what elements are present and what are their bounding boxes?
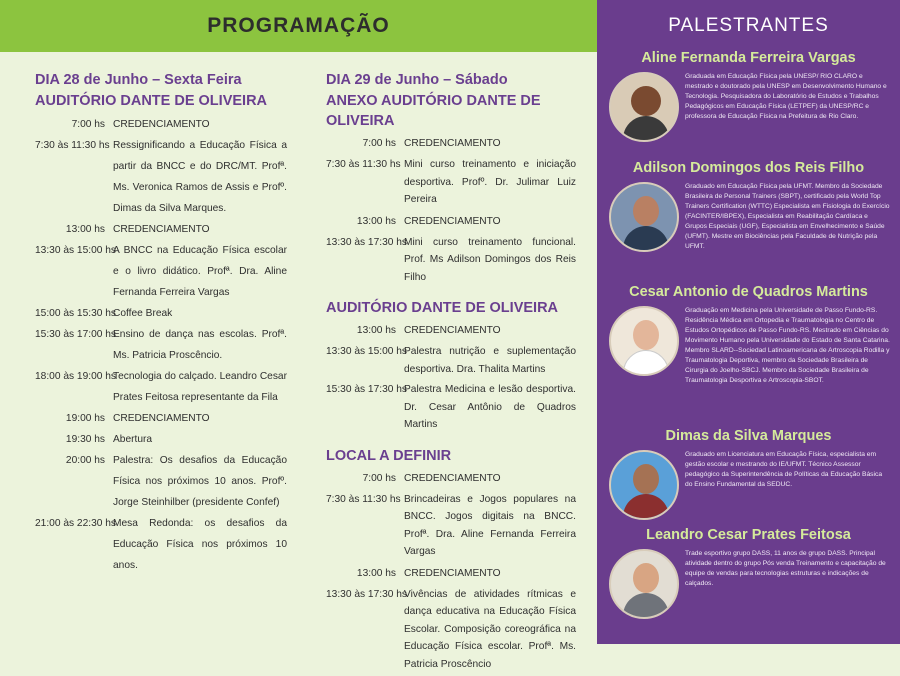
schedule-description: Mini curso treinamento funcional. Prof. Ms Adilson Domingos dos Reis Filho [404, 236, 576, 283]
schedule-description: Brincadeiras e Jogos populares na BNCC. Jogos digitais na BNCC. Profª. Dra. Aline Fernanda Ferreira Vargas [404, 493, 576, 557]
schedule-description: Palestra nutrição e suplementação desportiva. Dra. Thalita Martins [404, 346, 576, 375]
schedule-row [35, 135, 287, 219]
schedule-time: 21:00 às 22:30 hs [35, 518, 116, 529]
schedule-row [35, 513, 287, 576]
speaker-photo [609, 72, 679, 142]
day1-schedule [35, 114, 287, 576]
speaker-card [597, 428, 900, 520]
speaker-bio: Graduada em Educação Física pela UNESP/ RIO CLARO e mestrado e doutorado pela UNESP em Desenvolvimento Humano e Tecnologia. Pesquisadora do Laboratório de Estudos e Trabalhos Pedagógicos em Educação Física (LETPEF) da UNESP/RC e professora de Educação Física na Prefeitura de Rio Claro. [685, 73, 887, 120]
schedule-description: Mesa Redonda: os desafios da Educação Física nos próximos 10 anos. [113, 518, 287, 571]
schedule-description: Tecnologia do calçado. Leandro Cesar Prates Feitosa representante da Fila [113, 371, 287, 403]
speaker-name: Adilson Domingos dos Reis Filho [632, 160, 865, 176]
day2-schedule [326, 134, 576, 286]
schedule-row [326, 381, 576, 434]
schedule-row [35, 324, 287, 366]
day2-venue: ANEXO AUDITÓRIO DANTE DE OLIVEIRA [326, 93, 541, 129]
day2-title: DIA 29 de Junho – Sábado [326, 72, 508, 88]
palestrantes-header [597, 0, 900, 52]
schedule-time: 20:00 hs [65, 455, 105, 466]
speaker-name: Leandro Cesar Prates Feitosa [646, 527, 851, 543]
schedule-time: 7:00 hs [362, 472, 396, 484]
schedule-row [326, 586, 576, 674]
schedule-time: 15:30 às 17:00 hs [35, 329, 116, 340]
speaker-bio: Graduado em Educação Física pela UFMT. Membro da Sociedade Brasileira de Personal Trainers (SBPT), certificado pela World Top Trainers Certification (WTTC) Especialista em Fisiologia do Exercício (FACINTER/IBPEX), Especialista em Reabilitação Cardíaca e Grupos Especiais (UGF), Especialista em Envelhecimento e Saúde (UFMT). Mestre em Biociências pela Faculdade de Nutrição pela UFMT. [685, 183, 890, 250]
palestrantes-title: PALESTRANTES [668, 15, 829, 36]
schedule-row [326, 321, 576, 340]
schedule-time: 7:30 às 11:30 hs [326, 493, 401, 505]
schedule-time: 7:30 às 11:30 hs [35, 140, 110, 151]
schedule-time: 13:30 às 17:30 hs [326, 236, 407, 248]
schedule-row [326, 212, 576, 231]
speaker-card [597, 160, 900, 252]
speaker-photo [609, 549, 679, 619]
speaker-name: Cesar Antonio de Quadros Martins [629, 284, 868, 300]
schedule-time: 15:00 às 15:30 hs [35, 308, 116, 319]
schedule-description: CREDENCIAMENTO [404, 138, 501, 149]
schedule-description: CREDENCIAMENTO [404, 472, 501, 484]
schedule-description: CREDENCIAMENTO [113, 119, 210, 130]
speaker-card [597, 50, 900, 142]
speaker-photo [609, 450, 679, 520]
schedule-row [326, 564, 576, 583]
schedule-row [326, 156, 576, 209]
schedule-description: CREDENCIAMENTO [113, 413, 210, 424]
schedule-row [326, 234, 576, 287]
schedule-time: 13:00 hs [356, 215, 396, 227]
speaker-name: Dimas da Silva Marques [665, 428, 832, 444]
schedule-row [326, 343, 576, 378]
schedule-description: A BNCC na Educação Física escolar e o livro didático. Profª. Dra. Aline Fernanda Ferreira Vargas [113, 245, 287, 298]
day1-venue: AUDITÓRIO DANTE DE OLIVEIRA [35, 93, 268, 109]
speaker-photo [609, 182, 679, 252]
schedule-description: Mini curso treinamento e iniciação desportiva. Profº. Dr. Julimar Luiz Pereira [404, 159, 576, 205]
schedule-description: Coffee Break [113, 308, 173, 319]
schedule-time: 13:00 hs [65, 224, 105, 235]
schedule-time: 19:30 hs [65, 434, 105, 445]
schedule-description: CREDENCIAMENTO [113, 224, 210, 235]
schedule-description: Palestra Medicina e lesão desportiva. Dr. Cesar Antônio de Quadros Martins [404, 384, 576, 430]
speaker-bio: Graduado em Licenciatura em Educação Física, especialista em gestão escolar e mestrando do IE/UFMT. Técnico Assessor pedagógico da Superintendência de Políticas da Educação Básica do Ensino Fundamental da SEDUC. [685, 451, 883, 488]
schedule-time: 19:00 hs [65, 413, 105, 424]
schedule-time: 13:30 às 17:30 hs [326, 588, 407, 600]
schedule-row [35, 303, 287, 324]
schedule-time: 18:00 às 19:00 hs [35, 371, 116, 382]
schedule-time: 7:30 às 11:30 hs [326, 159, 401, 170]
speaker-photo [609, 306, 679, 376]
speaker-bio: Graduação em Medicina pela Universidade de Passo Fundo-RS. Residência Médica em Ortopedia e Traumatologia no Centro de Estudos Ortopédicos de Passo Fundo-RS. Mestrado em Ciências do Movimento Humano pela Universidade do Estado de Santa Catarina. Membro SLARD--Sociedad Latinoamericana de Artroscopia Rodilla y Traumatologia Deportiva, membro da Sociedade Brasileira de Cirurgia do Joelho-SBCJ. Membro da Sociedade Brasileira de Traumatologia Desportiva e Artroscopia-SBOT. [685, 307, 890, 384]
day2-section3-schedule [326, 469, 576, 674]
schedule-row [35, 408, 287, 429]
schedule-row [326, 491, 576, 561]
schedule-row [35, 429, 287, 450]
schedule-description: Abertura [113, 434, 153, 445]
schedule-row [35, 114, 287, 135]
schedule-row [35, 219, 287, 240]
schedule-time: 13:30 às 15:00 hs [35, 245, 116, 256]
palestrantes-panel [597, 0, 900, 644]
day2-section2-schedule [326, 321, 576, 434]
schedule-row [35, 240, 287, 303]
speaker-name: Aline Fernanda Ferreira Vargas [641, 50, 856, 66]
speaker-bio: Trade esportivo grupo DASS, 11 anos de grupo DASS. Principal atividade dentro do grupo Pós venda Treinamento e capacitação de equipe de vendas para tecnologias estruturas e indicações de calçados. [685, 550, 886, 587]
schedule-description: Vivências de atividades rítmicas e dança educativa na Educação Física Escolar. Composição coreográfica na Educação Física escolar. Profª. Ms. Patricia Proscêncio [404, 588, 576, 670]
schedule-row [326, 469, 576, 488]
programacao-title: PROGRAMAÇÃO [207, 14, 390, 37]
schedule-row [326, 134, 576, 153]
programacao-header [0, 0, 597, 52]
day1-column [35, 70, 287, 576]
schedule-description: CREDENCIAMENTO [404, 567, 501, 579]
schedule-description: CREDENCIAMENTO [404, 325, 501, 336]
schedule-time: 7:00 hs [362, 138, 396, 149]
schedule-description: Ressignificando a Educação Física a partir da BNCC e do DRC/MT. Profª. Ms. Veronica Ramos de Assis e Profº. Dimas da Silva Marques. [113, 140, 287, 214]
schedule-row [35, 366, 287, 408]
speaker-card [597, 284, 900, 386]
schedule-time: 13:00 hs [356, 325, 396, 336]
day2-column [326, 70, 576, 676]
schedule-time: 7:00 hs [71, 119, 105, 130]
day2-section2-title: AUDITÓRIO DANTE DE OLIVEIRA [326, 300, 559, 316]
speaker-card [597, 527, 900, 619]
schedule-description: CREDENCIAMENTO [404, 215, 501, 227]
schedule-description: Palestra: Os desafios da Educação Física nos próximos 10 anos. Profº. Jorge Steinhilber (presidente Confef) [113, 455, 287, 508]
schedule-time: 13:30 às 15:00 hs [326, 346, 407, 357]
schedule-row [35, 450, 287, 513]
schedule-time: 15:30 às 17:30 hs [326, 384, 407, 395]
schedule-time: 13:00 hs [356, 567, 396, 579]
day1-title: DIA 28 de Junho – Sexta Feira [35, 72, 242, 88]
schedule-description: Ensino de dança nas escolas. Profª. Ms. Patricia Proscêncio. [113, 329, 287, 361]
day2-section3-title: LOCAL A DEFINIR [326, 447, 452, 464]
